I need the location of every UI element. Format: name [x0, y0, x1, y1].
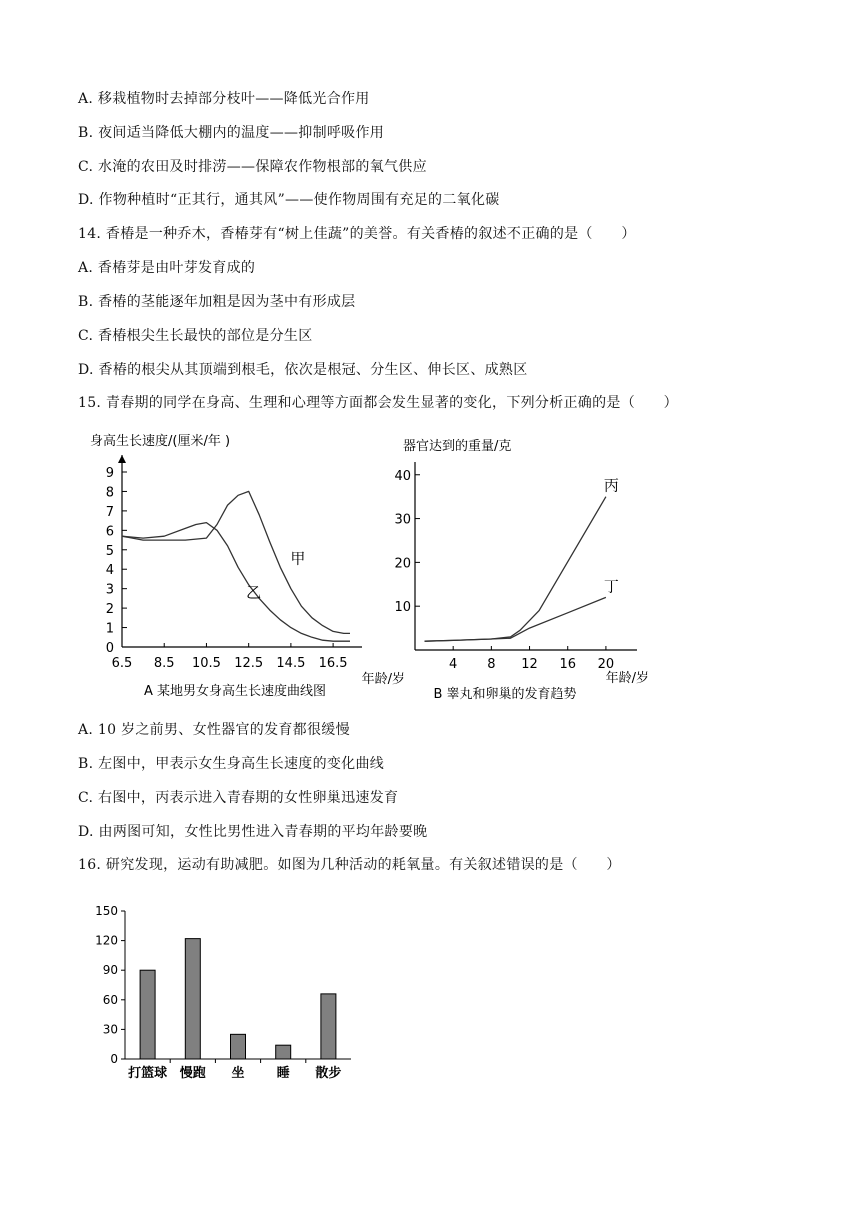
- chart-a-y-tick-label: 2: [105, 602, 114, 618]
- chart-c-y-tick-label: 60: [102, 992, 118, 1007]
- chart-c-y-tick-label: 90: [102, 963, 118, 978]
- chart-a-y-tick-label: 0: [105, 641, 114, 656]
- q15-option-a: A. 10 岁之前男、女性器官的发育都很缓慢: [78, 722, 350, 738]
- q14-option-b: B. 香椿的茎能逐年加粗是因为茎中有形成层: [78, 294, 356, 310]
- chart-c-x-tick-label: 打篮球: [128, 1066, 168, 1081]
- chart-c-x-tick-label: 慢跑: [179, 1066, 206, 1081]
- chart-b-series-label: 丁: [603, 577, 619, 596]
- chart-b-y-tick-label: 20: [394, 556, 411, 572]
- chart-c-bar: [321, 994, 336, 1059]
- q14-option-c: C. 香椿根尖生长最快的部位是分生区: [78, 328, 313, 344]
- chart-a-y-tick-label: 7: [105, 504, 114, 520]
- chart-c-x-tick-label: 坐: [231, 1066, 245, 1081]
- chart-b-y-tick-label: 10: [394, 600, 411, 616]
- chart-a-x-tick-label: 10.5: [191, 656, 221, 671]
- chart-b-title: B 睾丸和卵巢的发育趋势: [433, 687, 577, 702]
- chart-a-series-label: 乙: [246, 583, 262, 602]
- q13-option-a: A. 移栽植物时去掉部分枝叶——降低光合作用: [78, 91, 370, 107]
- q15-option-d: D. 由两图可知，女性比男性进入青春期的平均年龄要晚: [78, 824, 428, 840]
- q14-option-a: A. 香椿芽是由叶芽发育成的: [78, 260, 256, 276]
- chart-c-bar: [276, 1045, 291, 1059]
- q13-option-d: D. 作物种植时“正其行，通其风”——使作物周围有充足的二氧化碳: [78, 192, 500, 208]
- q13-option-b: B. 夜间适当降低大棚内的温度——抑制呼吸作用: [78, 125, 385, 141]
- chart-b-organ-development: [385, 430, 660, 710]
- chart-a-y-tick-label: 3: [105, 582, 114, 598]
- q14-option-d: D. 香椿的根尖从其顶端到根毛，依次是根冠、分生区、伸长区、成熟区: [78, 362, 528, 378]
- q14-stem: 14. 香椿是一种乔木，香椿芽有“树上佳蔬”的美誉。有关香椿的叙述不正确的是（ ）: [78, 226, 636, 242]
- q15-stem: 15. 青春期的同学在身高、生理和心理等方面都会发生显著的变化，下列分析正确的是（ ）: [78, 395, 678, 411]
- chart-b-x-tick-label: 20: [597, 657, 615, 672]
- chart-a-y-tick-label: 6: [105, 524, 114, 540]
- chart-a-y-tick-label: 9: [105, 466, 114, 481]
- chart-c-bar: [140, 970, 155, 1059]
- chart-c-bar: [231, 1034, 246, 1059]
- chart-a-series-label: 甲: [290, 549, 306, 568]
- chart-c-x-tick-label: 睡: [276, 1066, 290, 1081]
- chart-a-xlabel: 年龄/岁: [361, 672, 405, 687]
- chart-a-x-tick-label: 8.5: [153, 656, 175, 671]
- chart-c-bar: [185, 939, 200, 1059]
- chart-a-x-tick-label: 6.5: [111, 656, 133, 671]
- chart-c-oxygen-consumption: [80, 900, 370, 1085]
- chart-a-x-tick-label: 16.5: [318, 656, 348, 671]
- chart-b-series-label: 丙: [603, 476, 619, 495]
- chart-b-x-tick-label: 12: [521, 657, 538, 672]
- q15-option-c: C. 右图中，丙表示进入青春期的女性卵巢迅速发育: [78, 790, 399, 806]
- chart-b-series-line: [425, 597, 606, 641]
- chart-b-x-tick-label: 16: [559, 657, 577, 672]
- chart-b-series-line: [425, 497, 606, 642]
- chart-a-x-tick-label: 12.5: [234, 656, 264, 671]
- chart-a-y-tick-label: 8: [105, 485, 114, 501]
- chart-b-x-tick-label: 8: [487, 657, 496, 672]
- chart-b-y-tick-label: 30: [394, 512, 411, 528]
- chart-a-y-tick-label: 5: [105, 543, 114, 559]
- chart-c-y-tick-label: 150: [95, 904, 118, 918]
- q15-option-b: B. 左图中，甲表示女生身高生长速度的变化曲线: [78, 756, 385, 772]
- chart-a-x-tick-label: 14.5: [276, 656, 306, 671]
- chart-c-y-tick-label: 0: [110, 1052, 118, 1066]
- chart-a-y-tick-label: 1: [105, 621, 114, 637]
- chart-c-y-tick-label: 120: [95, 933, 118, 948]
- chart-b-y-tick-label: 40: [394, 468, 411, 484]
- chart-a-title: A 某地男女身高生长速度曲线图: [143, 684, 327, 699]
- q13-option-c: C. 水淹的农田及时排涝——保障农作物根部的氧气供应: [78, 159, 427, 175]
- chart-a-y-arrow: [118, 455, 126, 463]
- chart-c-y-tick-label: 30: [102, 1022, 118, 1037]
- chart-b-ylabel: 器官达到的重量/克: [403, 439, 512, 454]
- chart-a-y-tick-label: 4: [105, 563, 114, 579]
- chart-b-x-tick-label: 4: [449, 657, 458, 672]
- q16-stem: 16. 研究发现，运动有助减肥。如图为几种活动的耗氧量。有关叙述错误的是（ ）: [78, 857, 621, 873]
- chart-b-xlabel: 年龄/岁: [605, 671, 649, 686]
- chart-a-ylabel: 身高生长速度/(厘米/年 ): [90, 434, 231, 449]
- chart-c-x-tick-label: 散步: [315, 1066, 342, 1081]
